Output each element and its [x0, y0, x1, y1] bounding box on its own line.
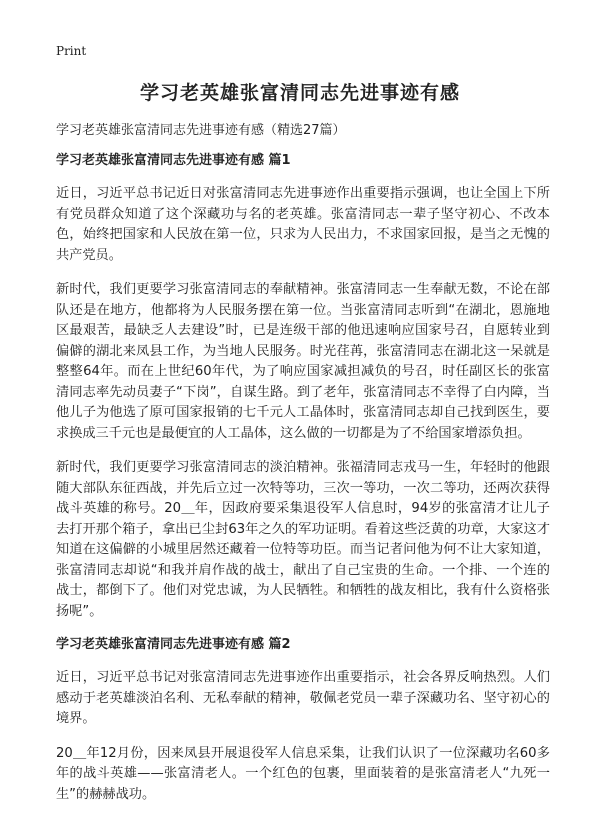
section-heading: 学习老英雄张富清同志先进事迹有感 篇2	[56, 637, 291, 652]
page-title: 学习老英雄张富清同志先进事迹有感	[139, 82, 460, 104]
document-subtitle: 学习老英雄张富清同志先进事迹有感（精选27篇）	[56, 123, 346, 138]
article-section	[56, 152, 550, 622]
paragraph: 20＿年12月份，因来凤县开展退役军人信息采集，让我们认识了一位深藏功名60多年的战斗英雄——张富清老人。一个红色的包裹，里面装着的是张富清老人“九死一生”的赫赫战功。	[56, 745, 550, 802]
article-body	[56, 152, 550, 819]
paragraph: 新时代，我们更要学习张富清同志的淡泊精神。张福清同志戎马一生，年轻时的他跟随大部队东征西战，并先后立过一次特等功，三次一等功，一次二等功，还两次获得战斗英雄的称号。20＿年，因政府要采集退役军人信息时，94岁的张富清才让儿子去打开那个箱子，拿出已尘封63年之久的军功证明。看着这些泛黄的功章，大家这才知道在这偏僻的小城里居然还藏着一位特等功臣。而当记者问他为何不让大家知道，张富清同志却说“和我并肩作战的战士，献出了自己宝贵的生命。一个排、一个连的战士，都倒下了。他们对党忠诚，为人民牺牲。和牺牲的战友相比，我有什么资格张扬呢”。	[56, 460, 550, 619]
paragraph: 新时代，我们更要学习张富清同志的奉献精神。张富清同志一生奉献无数，不论在部队还是在地方，他都将为人民服务摆在第一位。当张富清同志听到“在湖北，恩施地区最艰苦，最缺乏人去建设”时，已是连级干部的他迅速响应国家号召，自愿转业到偏僻的湖北来凤县工作，为当地人民服务。时光荏苒，张富清同志在湖北这一呆就是整整64年。而在上世纪60年代，为了响应国家减担减负的号召，时任副区长的张富清同志率先动员妻子“下岗”，自谋生路。到了老年，张富清同志不幸得了白内障，当他儿子为他选了原可国家报销的七千元人工晶体时，张富清同志却自己找到医生，要求换成三千元也是最便宜的人工晶体，这么做的一切都是为了不给国家增添负担。	[56, 282, 550, 441]
section-heading: 学习老英雄张富清同志先进事迹有感 篇1	[56, 153, 291, 168]
paragraph: 近日，习近平总书记对张富清同志先进事迹作出重要指示，社会各界反响热烈。人们感动于老英雄淡泊名利、无私奉献的精神，敬佩老党员一辈子深藏功名、坚守初心的境界。	[56, 670, 550, 726]
paragraph: 近日，习近平总书记近日对张富清同志先进事迹作出重要指示强调，也让全国上下所有党员群众知道了这个深藏功与名的老英雄。张富清同志一辈子坚守初心、不改本色，始终把国家和人民放在第一位，只求为人民出力，不求国家回报，是当之无愧的共产党员。	[56, 186, 550, 263]
article-section	[56, 636, 550, 805]
print-link[interactable]: Print	[56, 44, 87, 58]
